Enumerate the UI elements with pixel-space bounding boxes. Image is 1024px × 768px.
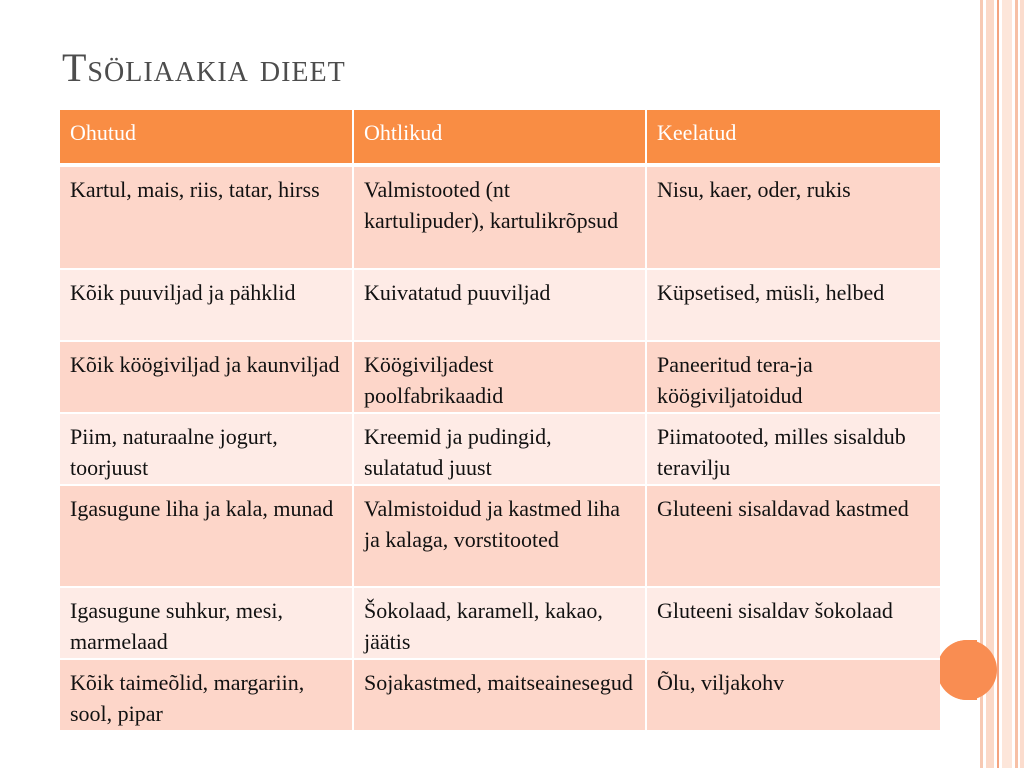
table-cell: Küpsetised, müsli, helbed xyxy=(646,269,940,341)
table-cell: Kreemid ja pudingid, sulatatud juust xyxy=(353,413,646,485)
table-cell: Paneeritud tera-ja köögiviljatoidud xyxy=(646,341,940,413)
table-cell: Gluteeni sisaldav šokolaad xyxy=(646,587,940,659)
table-cell: Piim, naturaalne jogurt, toorjuust xyxy=(60,413,353,485)
table-cell: Kuivatatud puuviljad xyxy=(353,269,646,341)
table-cell: Gluteeni sisaldavad kastmed xyxy=(646,485,940,587)
table-cell: Kõik köögiviljad ja kaunviljad xyxy=(60,341,353,413)
table-cell: Valmistoidud ja kastmed liha ja kalaga, vorstitooted xyxy=(353,485,646,587)
table-cell: Kartul, mais, riis, tatar, hirss xyxy=(60,165,353,269)
table-cell: Igasugune liha ja kala, munad xyxy=(60,485,353,587)
stripe xyxy=(1002,0,1012,768)
stripe xyxy=(1015,0,1018,768)
table-cell: Kõik puuviljad ja pähklid xyxy=(60,269,353,341)
table-row xyxy=(60,485,940,587)
table-row xyxy=(60,659,940,731)
table-row xyxy=(60,341,940,413)
header-row xyxy=(60,110,940,165)
table-cell: Piimatooted, milles sisaldub teravilju xyxy=(646,413,940,485)
table-row xyxy=(60,413,940,485)
table-row xyxy=(60,587,940,659)
stripe xyxy=(1020,0,1024,768)
table-cell: Valmistooted (nt kartulipuder), kartulikrõpsud xyxy=(353,165,646,269)
stripe xyxy=(997,0,999,768)
table-cell: Igasugune suhkur, mesi, marmelaad xyxy=(60,587,353,659)
header-safe: Ohutud xyxy=(60,110,353,165)
table-cell: Sojakastmed, maitseainesegud xyxy=(353,659,646,731)
decorative-circle xyxy=(937,640,977,700)
table-row xyxy=(60,165,940,269)
table-cell: Õlu, viljakohv xyxy=(646,659,940,731)
header-risky: Ohtlikud xyxy=(353,110,646,165)
table-cell: Šokolaad, karamell, kakao, jäätis xyxy=(353,587,646,659)
slide-title: Tsöliaakia dieet xyxy=(62,45,346,90)
diet-table xyxy=(60,110,940,732)
header-forbidden: Keelatud xyxy=(646,110,940,165)
table-cell: Köögiviljadest poolfabrikaadid xyxy=(353,341,646,413)
table-cell: Nisu, kaer, oder, rukis xyxy=(646,165,940,269)
table-cell: Kõik taimeõlid, margariin, sool, pipar xyxy=(60,659,353,731)
table-row xyxy=(60,269,940,341)
